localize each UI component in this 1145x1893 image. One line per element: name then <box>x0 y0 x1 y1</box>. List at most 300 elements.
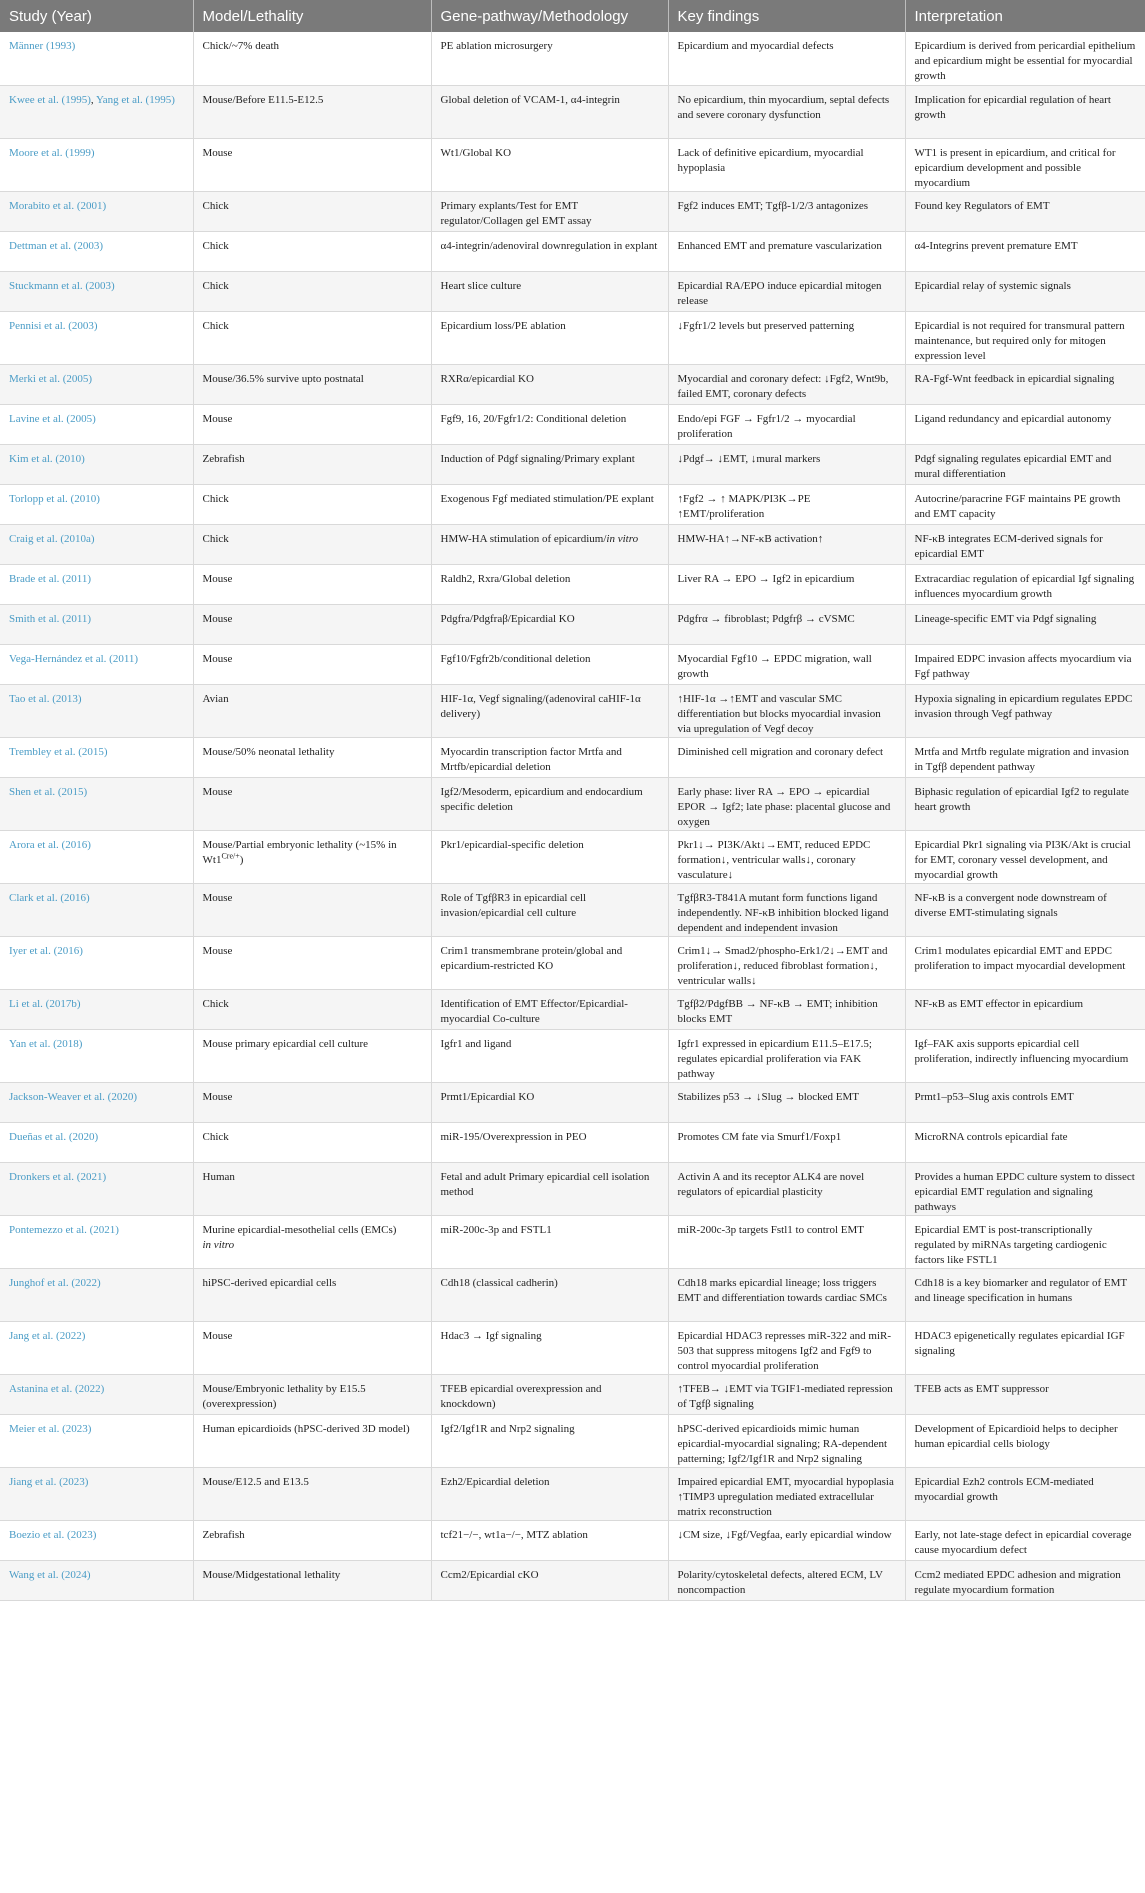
cell-method-content <box>441 1030 659 1052</box>
study-citation-link[interactable]: Jackson-Weaver et al. (2020) <box>9 1090 138 1103</box>
cell-findings <box>668 1414 905 1467</box>
table-row <box>0 1268 1145 1321</box>
findings-text: ↑HIF-1α →↑EMT and vascular SMC differentiation but blocks myocardial invasion via upregulation of Vegf decoy <box>677 692 881 735</box>
cell-method <box>431 883 668 936</box>
cell-method-content <box>441 1375 659 1412</box>
cell-findings <box>668 1520 905 1560</box>
cell-model-content <box>203 525 422 547</box>
study-citation-link[interactable]: Li et al. (2017b) <box>9 997 81 1010</box>
cell-method-content <box>441 645 659 667</box>
cell-study-content <box>9 192 184 214</box>
method-text: HIF-1α, Vegf signaling/(adenoviral caHIF-1α delivery) <box>440 692 641 720</box>
method-text: Induction of Pdgf signaling/Primary explant <box>440 452 635 465</box>
study-citation-link[interactable]: Jang et al. (2022) <box>9 1329 86 1342</box>
table-row <box>0 936 1145 989</box>
cell-study <box>0 989 193 1029</box>
model-text: Chick <box>202 319 229 332</box>
cell-method-content <box>441 312 659 334</box>
model-text: Chick <box>202 279 229 292</box>
interpretation-text: Ccm2 mediated EPDC adhesion and migration regulate myocardium formation <box>914 1568 1121 1596</box>
cell-method-content <box>441 525 659 547</box>
study-citation-link[interactable]: Arora et al. (2016) <box>9 838 91 851</box>
model-text: Mouse primary epicardial cell culture <box>202 1037 369 1050</box>
cell-findings <box>668 524 905 564</box>
cell-study <box>0 604 193 644</box>
interpretation-text: Implication for epicardial regulation of heart growth <box>914 93 1111 121</box>
study-citation-link[interactable]: Stuckmann et al. (2003) <box>9 279 115 292</box>
cell-study-content <box>9 937 184 959</box>
cell-model <box>193 404 431 444</box>
interpretation-text: WT1 is present in epicardium, and critical for epicardium development and possible myocardium <box>914 146 1116 189</box>
model-text: Chick <box>202 1130 229 1143</box>
table-row <box>0 1560 1145 1600</box>
cell-study-content <box>9 738 184 760</box>
cell-model <box>193 1414 431 1467</box>
model-text: hiPSC-derived epicardial cells <box>202 1276 337 1289</box>
method-text: Fgf9, 16, 20/Fgfr1/2: Conditional deletion <box>440 412 627 425</box>
table-row <box>0 364 1145 404</box>
study-citation-link[interactable]: Morabito et al. (2001) <box>9 199 107 212</box>
cell-study-content <box>9 565 184 587</box>
cell-study <box>0 1374 193 1414</box>
cell-method <box>431 684 668 737</box>
cell-model <box>193 644 431 684</box>
interpretation-text: Prmt1–p53–Slug axis controls EMT <box>914 1090 1074 1103</box>
table-row <box>0 231 1145 271</box>
cell-model-content <box>203 139 422 161</box>
model-text: Chick <box>202 199 229 212</box>
cell-method-content <box>441 1269 659 1291</box>
interpretation-text: NF-κB integrates ECM-derived signals for epicardial EMT <box>914 532 1103 560</box>
cell-interpretation <box>905 1162 1145 1215</box>
model-text: Chick <box>202 492 229 505</box>
cell-interpretation <box>905 684 1145 737</box>
cell-interpretation <box>905 1520 1145 1560</box>
interpretation-text: TFEB acts as EMT suppressor <box>914 1382 1049 1395</box>
table-header <box>0 0 1145 32</box>
cell-findings <box>668 311 905 364</box>
cell-method <box>431 1374 668 1414</box>
method-text: TFEB epicardial overexpression and knockdown) <box>440 1382 602 1410</box>
cell-findings <box>668 684 905 737</box>
cell-model <box>193 311 431 364</box>
table-row <box>0 271 1145 311</box>
cell-method <box>431 311 668 364</box>
cell-method-content <box>441 937 659 974</box>
cell-model <box>193 684 431 737</box>
interpretation-text: Ligand redundancy and epicardial autonomy <box>914 412 1112 425</box>
cell-study-content <box>9 445 184 467</box>
cell-study-content <box>9 232 184 254</box>
cell-study <box>0 524 193 564</box>
findings-text: Early phase: liver RA → EPO → epicardial EPOR → Igf2; late phase: placental glucose and oxygen <box>677 785 891 828</box>
cell-method <box>431 936 668 989</box>
model-text: Avian <box>202 692 229 705</box>
findings-text: Myocardial Fgf10 → EPDC migration, wall growth <box>677 652 872 680</box>
table-row <box>0 564 1145 604</box>
cell-interpretation <box>905 85 1145 138</box>
cell-study <box>0 883 193 936</box>
cell-study-content <box>9 365 184 387</box>
findings-text: Crim1↓→ Smad2/phospho-Erk1/2↓→EMT and proliferation↓, reduced fibroblast formation↓, ventricular walls↓ <box>677 944 888 987</box>
cell-model-content <box>203 32 422 54</box>
cell-method-content <box>441 605 659 627</box>
model-text: Mouse/50% neonatal lethality <box>202 745 335 758</box>
cell-model <box>193 138 431 191</box>
findings-text: Epicardium and myocardial defects <box>677 40 834 52</box>
cell-method-content <box>441 405 659 427</box>
cell-study <box>0 777 193 830</box>
cell-findings <box>668 231 905 271</box>
study-citation-link[interactable]: Jiang et al. (2023) <box>9 1475 89 1488</box>
interpretation-text: Igf–FAK axis supports epicardial cell proliferation, indirectly influencing myocardium <box>914 1037 1129 1065</box>
method-text: Ezh2/Epicardial deletion <box>440 1475 550 1488</box>
cell-findings <box>668 1560 905 1600</box>
model-text: Mouse <box>202 785 233 798</box>
cell-method <box>431 1029 668 1082</box>
findings-text: TgfβR3-T841A mutant form functions ligand independently. NF-κB inhibition blocked ligand dependent and independent invasion <box>677 891 889 934</box>
study-citation-link[interactable]: Dronkers et al. (2021) <box>9 1170 107 1183</box>
study-citation-link[interactable]: Vega-Hernández et al. (2011) <box>9 652 139 665</box>
cell-method <box>431 85 668 138</box>
cell-study <box>0 364 193 404</box>
study-citation-link[interactable]: Yang et al. (1995) <box>95 93 175 106</box>
cell-interpretation <box>905 1029 1145 1082</box>
cell-study-content <box>9 312 184 334</box>
cell-findings <box>668 1321 905 1374</box>
model-text: Mouse <box>202 412 233 425</box>
cell-method <box>431 1414 668 1467</box>
cell-study-content <box>9 32 184 54</box>
cell-model <box>193 1321 431 1374</box>
cell-method <box>431 524 668 564</box>
cell-model <box>193 444 431 484</box>
cell-study-content <box>9 1322 184 1344</box>
cell-study <box>0 231 193 271</box>
cell-method <box>431 404 668 444</box>
cell-study-content <box>9 605 184 627</box>
cell-findings <box>668 1162 905 1215</box>
study-citation-link[interactable]: Meier et al. (2023) <box>9 1422 92 1435</box>
study-citation-link[interactable]: Astanina et al. (2022) <box>9 1382 105 1395</box>
cell-findings <box>668 1122 905 1162</box>
cell-model <box>193 1215 431 1268</box>
cell-model <box>193 1082 431 1122</box>
cell-method <box>431 364 668 404</box>
cell-model-content <box>203 1468 422 1490</box>
study-citation-link[interactable]: Brade et al. (2011) <box>9 572 92 585</box>
cell-method-content <box>441 139 659 161</box>
cell-interpretation <box>905 604 1145 644</box>
cell-findings <box>668 737 905 777</box>
cell-study <box>0 32 193 85</box>
cell-model <box>193 364 431 404</box>
cell-study <box>0 1414 193 1467</box>
interpretation-text: Found key Regulators of EMT <box>914 199 1050 212</box>
model-text: Human <box>202 1170 235 1183</box>
cell-interpretation <box>905 830 1145 883</box>
cell-method <box>431 604 668 644</box>
study-citation-link[interactable]: Craig et al. (2010a) <box>9 532 95 545</box>
study-citation-link[interactable]: Yan et al. (2018) <box>9 1037 83 1050</box>
cell-method <box>431 737 668 777</box>
cell-method-content <box>441 32 659 54</box>
cell-study-content <box>9 1083 184 1105</box>
cell-model <box>193 191 431 231</box>
cell-interpretation <box>905 644 1145 684</box>
model-text: Mouse/E12.5 and E13.5 <box>202 1475 309 1488</box>
table-row <box>0 1414 1145 1467</box>
cell-study <box>0 564 193 604</box>
cell-findings <box>668 1374 905 1414</box>
cell-model <box>193 1029 431 1082</box>
cell-method <box>431 644 668 684</box>
table-row <box>0 32 1145 85</box>
table-row <box>0 85 1145 138</box>
cell-method-content <box>441 1521 659 1543</box>
table-row <box>0 1082 1145 1122</box>
findings-text: Polarity/cytoskeletal defects, altered ECM, LV noncompaction <box>677 1568 883 1596</box>
cell-study <box>0 1467 193 1520</box>
cell-interpretation <box>905 138 1145 191</box>
cell-interpretation <box>905 404 1145 444</box>
study-citation-link[interactable]: Kwee et al. (1995) <box>9 93 91 106</box>
cell-study <box>0 1520 193 1560</box>
findings-text: Tgfβ2/PdgfBB → NF-κB → EMT; inhibition blocks EMT <box>677 997 878 1025</box>
method-text: Ccm2/Epicardial cKO <box>440 1568 539 1581</box>
study-citation-link[interactable]: Junghof et al. (2022) <box>9 1276 101 1289</box>
method-text: Myocardin transcription factor Mrtfa and Mrtfb/epicardial deletion <box>440 745 622 773</box>
cell-model-content <box>203 645 422 667</box>
cell-method-content <box>441 1216 659 1238</box>
cell-method-content <box>441 990 659 1027</box>
findings-text: Endo/epi FGF → Fgfr1/2 → myocardial proliferation <box>677 412 856 440</box>
cell-method-content <box>441 1123 659 1145</box>
cell-study-content <box>9 272 184 294</box>
findings-text: Promotes CM fate via Smurf1/Foxp1 <box>677 1130 842 1143</box>
model-text: Mouse <box>202 612 233 625</box>
cell-study-content <box>9 1269 184 1291</box>
cell-study-content <box>9 1123 184 1145</box>
cell-model-content <box>203 1030 422 1052</box>
cell-method-content <box>441 1468 659 1490</box>
interpretation-text: Early, not late-stage defect in epicardial coverage cause myocardium defect <box>914 1528 1132 1556</box>
cell-interpretation <box>905 1560 1145 1600</box>
study-citation-link[interactable]: Trembley et al. (2015) <box>9 745 108 758</box>
study-citation-link[interactable]: Smith et al. (2011) <box>9 612 92 625</box>
cell-model-content <box>203 192 422 214</box>
cell-model-content <box>203 1163 422 1185</box>
cell-method-content <box>441 445 659 467</box>
cell-model <box>193 231 431 271</box>
model-text: Chick/~7% death <box>202 40 280 52</box>
cell-interpretation <box>905 1215 1145 1268</box>
method-text: Pkr1/epicardial-specific deletion <box>440 838 584 851</box>
cell-model <box>193 85 431 138</box>
cell-study-content <box>9 990 184 1012</box>
cell-findings <box>668 1215 905 1268</box>
cell-findings <box>668 138 905 191</box>
cell-method <box>431 1082 668 1122</box>
cell-findings <box>668 989 905 1029</box>
cell-interpretation <box>905 1467 1145 1520</box>
cell-study-content <box>9 1030 184 1052</box>
cell-model <box>193 989 431 1029</box>
interpretation-text: Extracardiac regulation of epicardial Igf signaling influences myocardium growth <box>914 572 1135 600</box>
method-text: Epicardium loss/PE ablation <box>440 319 566 332</box>
method-text: Prmt1/Epicardial KO <box>440 1090 535 1103</box>
cell-method <box>431 989 668 1029</box>
cell-method <box>431 138 668 191</box>
findings-text: ↑TFEB→ ↓EMT via TGIF1-mediated repression of Tgfβ signaling <box>677 1382 893 1410</box>
cell-model <box>193 1162 431 1215</box>
cell-interpretation <box>905 32 1145 85</box>
study-citation-link[interactable]: Shen et al. (2015) <box>9 785 88 798</box>
study-citation-link[interactable]: Kim et al. (2010) <box>9 452 85 465</box>
table-row <box>0 1321 1145 1374</box>
cell-study <box>0 138 193 191</box>
cell-interpretation <box>905 364 1145 404</box>
method-text: Raldh2, Rxra/Global deletion <box>440 572 571 585</box>
study-citation-link[interactable]: Lavine et al. (2005) <box>9 412 96 425</box>
model-italic-text: in vitro <box>202 1238 235 1251</box>
study-citation-link[interactable]: Moore et al. (1999) <box>9 146 95 159</box>
table-row <box>0 684 1145 737</box>
findings-text: Pkr1↓→ PI3K/Akt↓→EMT, reduced EPDC formation↓, ventricular walls↓, coronary vasculature↓ <box>677 838 871 881</box>
method-text: Cdh18 (classical cadherin) <box>440 1276 558 1289</box>
header-interpretation: Interpretation <box>905 0 1145 32</box>
method-text: Wt1/Global KO <box>440 146 512 159</box>
findings-text: Activin A and its receptor ALK4 are novel regulators of epicardial plasticity <box>677 1170 865 1198</box>
cell-method <box>431 564 668 604</box>
findings-text: hPSC-derived epicardioids mimic human epicardial-myocardial signaling; RA-dependent patterning; Igf2/Igf1R and Nrp2 signaling <box>677 1422 888 1465</box>
cell-model <box>193 271 431 311</box>
cell-model <box>193 604 431 644</box>
cell-interpretation <box>905 444 1145 484</box>
cell-study <box>0 1268 193 1321</box>
cell-findings <box>668 271 905 311</box>
cell-method <box>431 1215 668 1268</box>
cell-method-content <box>441 1561 659 1583</box>
cell-model-content <box>203 990 422 1012</box>
cell-findings <box>668 85 905 138</box>
study-citation-link[interactable]: Torlopp et al. (2010) <box>9 492 100 505</box>
cell-model <box>193 883 431 936</box>
model-text: Chick <box>202 997 229 1010</box>
study-citation-link[interactable]: Dueñas et al. (2020) <box>9 1130 99 1143</box>
cell-study-content <box>9 1415 184 1437</box>
study-citation-link[interactable]: Pennisi et al. (2003) <box>9 319 98 332</box>
model-text: Mouse <box>202 1329 233 1342</box>
cell-interpretation <box>905 191 1145 231</box>
method-text: tcf21−/−, wt1a−/−, MTZ ablation <box>440 1528 588 1541</box>
cell-study-content <box>9 86 184 108</box>
interpretation-text: Epicardial EMT is post-transcriptionally regulated by miRNAs targeting cardiogenic factors like FSTL1 <box>914 1223 1107 1266</box>
cell-method <box>431 1162 668 1215</box>
cell-model <box>193 32 431 85</box>
cell-method <box>431 271 668 311</box>
cell-findings <box>668 444 905 484</box>
findings-text: miR-200c-3p targets Fstl1 to control EMT <box>677 1223 864 1236</box>
method-text: Exogenous Fgf mediated stimulation/PE explant <box>440 492 654 505</box>
study-citation-link[interactable]: Männer (1993) <box>9 40 76 52</box>
study-citation-link[interactable]: Boezio et al. (2023) <box>9 1528 97 1541</box>
cell-interpretation <box>905 311 1145 364</box>
study-citation-link[interactable]: Wang et al. (2024) <box>9 1568 91 1581</box>
table-row <box>0 883 1145 936</box>
interpretation-text: Hypoxia signaling in epicardium regulates EPDC invasion through Vegf pathway <box>914 692 1133 720</box>
cell-study-content <box>9 1375 184 1397</box>
method-text: Pdgfra/Pdgfraβ/Epicardial KO <box>440 612 575 625</box>
table-row <box>0 1467 1145 1520</box>
cell-interpretation <box>905 1414 1145 1467</box>
method-text: Igf2/Igf1R and Nrp2 signaling <box>440 1422 575 1435</box>
cell-findings <box>668 604 905 644</box>
cell-study <box>0 311 193 364</box>
cell-findings <box>668 883 905 936</box>
cell-method <box>431 444 668 484</box>
cell-study <box>0 444 193 484</box>
findings-text: Diminished cell migration and coronary defect <box>677 745 884 758</box>
cell-model-content <box>203 312 422 334</box>
study-citation-link[interactable]: Dettman et al. (2003) <box>9 239 104 252</box>
cell-study <box>0 191 193 231</box>
cell-findings <box>668 1268 905 1321</box>
table-row <box>0 1122 1145 1162</box>
findings-text: No epicardium, thin myocardium, septal defects and severe coronary dysfunction <box>677 93 890 121</box>
table-body <box>0 32 1145 1600</box>
header-method: Gene-pathway/Methodology <box>431 0 668 32</box>
cell-model <box>193 524 431 564</box>
table-row <box>0 404 1145 444</box>
cell-interpretation <box>905 989 1145 1029</box>
table-row <box>0 444 1145 484</box>
model-text: Mouse <box>202 944 233 957</box>
cell-interpretation <box>905 271 1145 311</box>
table-row <box>0 644 1145 684</box>
model-text: Chick <box>202 532 229 545</box>
cell-method <box>431 231 668 271</box>
cell-method-content <box>441 1322 659 1344</box>
interpretation-text: Mrtfa and Mrtfb regulate migration and invasion in Tgfβ dependent pathway <box>914 745 1129 773</box>
cell-model <box>193 777 431 830</box>
method-text: Primary explants/Test for EMT regulator/Collagen gel EMT assay <box>440 199 592 227</box>
cell-interpretation <box>905 1268 1145 1321</box>
cell-method-content <box>441 485 659 507</box>
cell-study-content <box>9 884 184 906</box>
study-citation-link[interactable]: Pontemezzo et al. (2021) <box>9 1223 119 1236</box>
cell-model <box>193 484 431 524</box>
cell-study <box>0 1560 193 1600</box>
cell-study <box>0 737 193 777</box>
cell-study-content <box>9 525 184 547</box>
cell-model-content <box>203 1322 422 1344</box>
model-text: Mouse <box>202 652 233 665</box>
study-citation-link[interactable]: Clark et al. (2016) <box>9 891 90 904</box>
cell-method-content <box>441 365 659 387</box>
study-citation-link[interactable]: Tao et al. (2013) <box>9 692 82 705</box>
findings-text: Pdgfrα → fibroblast; Pdgfrβ → cVSMC <box>677 612 855 625</box>
cell-model-content <box>203 232 422 254</box>
interpretation-text: NF-κB is a convergent node downstream of diverse EMT-stimulating signals <box>914 891 1107 919</box>
cell-interpretation <box>905 1082 1145 1122</box>
study-citation-link[interactable]: Iyer et al. (2016) <box>9 944 83 957</box>
cell-model-content <box>203 1123 422 1145</box>
header-study: Study (Year) <box>0 0 193 32</box>
study-citation-link[interactable]: Merki et al. (2005) <box>9 372 93 385</box>
cell-model <box>193 737 431 777</box>
cell-model-content <box>203 565 422 587</box>
